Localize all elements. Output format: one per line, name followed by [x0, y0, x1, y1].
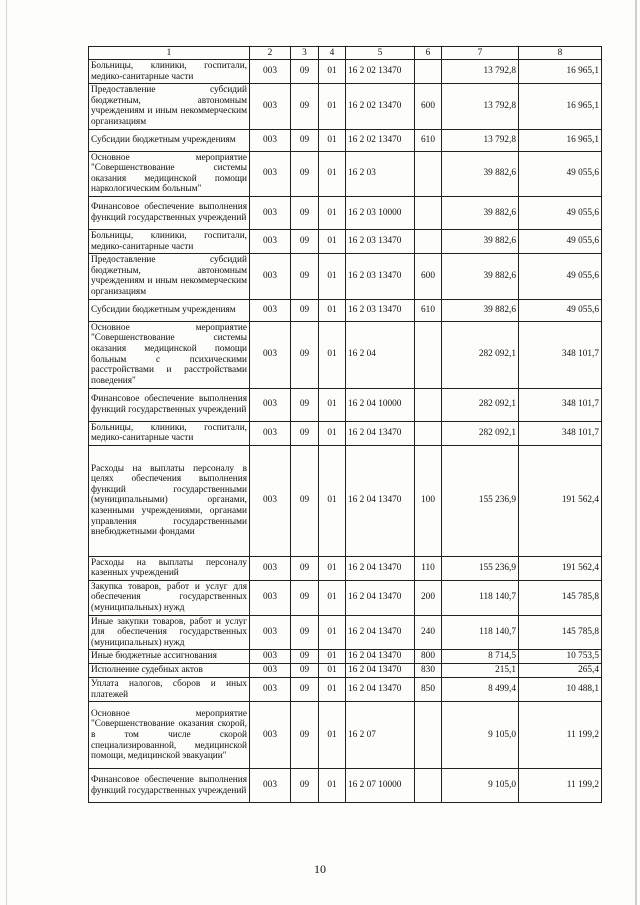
table-row	[89, 769, 602, 803]
row-target-article-cell: 16 2 04 10000	[346, 388, 415, 421]
row-section-cell: 09	[291, 299, 319, 321]
row-target-article-cell: 16 2 04 13470	[346, 445, 415, 556]
row-expense-type-cell	[415, 60, 442, 84]
row-code-cell: 003	[250, 664, 291, 678]
row-section-cell: 09	[291, 445, 319, 556]
row-expense-type-cell: 100	[415, 445, 442, 556]
row-section-cell: 09	[291, 388, 319, 421]
row-section-cell: 09	[291, 650, 319, 664]
row-amount-cell: 282 092,1	[442, 421, 519, 445]
row-expense-type-cell: 850	[415, 678, 442, 702]
row-amount-cell: 39 882,6	[442, 196, 519, 229]
row-target-article-cell: 16 2 04 13470	[346, 615, 415, 650]
table-row	[89, 421, 602, 445]
row-code-cell: 003	[250, 60, 291, 84]
row-amount-cell: 49 055,6	[519, 229, 602, 253]
row-amount-cell: 13 792,8	[442, 84, 519, 129]
row-subsection-cell: 01	[319, 650, 346, 664]
row-expense-type-cell	[415, 388, 442, 421]
table-row	[89, 556, 602, 580]
row-section-cell: 09	[291, 151, 319, 196]
column-header: 4	[319, 47, 346, 60]
row-name-cell: Финансовое обеспечение выполнения функций государственных учреждений	[89, 196, 250, 229]
row-amount-cell: 348 101,7	[519, 421, 602, 445]
row-section-cell: 09	[291, 664, 319, 678]
row-amount-cell: 11 199,2	[519, 702, 602, 769]
row-name-cell: Финансовое обеспечение выполнения функций государственных учреждений	[89, 769, 250, 803]
row-target-article-cell: 16 2 03	[346, 151, 415, 196]
row-code-cell: 003	[250, 229, 291, 253]
row-expense-type-cell: 200	[415, 580, 442, 615]
row-section-cell: 09	[291, 678, 319, 702]
row-target-article-cell: 16 2 03 13470	[346, 299, 415, 321]
row-subsection-cell: 01	[319, 129, 346, 151]
budget-table	[88, 46, 602, 803]
row-amount-cell: 118 140,7	[442, 615, 519, 650]
row-amount-cell: 13 792,8	[442, 129, 519, 151]
row-amount-cell: 9 105,0	[442, 702, 519, 769]
row-subsection-cell: 01	[319, 556, 346, 580]
column-header: 3	[291, 47, 319, 60]
row-amount-cell: 39 882,6	[442, 254, 519, 299]
row-amount-cell: 191 562,4	[519, 445, 602, 556]
row-amount-cell: 348 101,7	[519, 388, 602, 421]
row-code-cell: 003	[250, 388, 291, 421]
row-name-cell: Основное мероприятие "Совершенствование системы оказания медицинской помощи больным с психическими расстройствами и расстройствами поведения"	[89, 321, 250, 388]
row-amount-cell: 49 055,6	[519, 151, 602, 196]
row-name-cell: Иные закупки товаров, работ и услуг для обеспечения государственных (муниципальных) нужд	[89, 615, 250, 650]
row-subsection-cell: 01	[319, 580, 346, 615]
row-code-cell: 003	[250, 129, 291, 151]
column-header: 6	[415, 47, 442, 60]
row-target-article-cell: 16 2 02 13470	[346, 84, 415, 129]
row-amount-cell: 9 105,0	[442, 769, 519, 803]
table-row	[89, 615, 602, 650]
row-name-cell: Больницы, клиники, госпитали, медико-санитарные части	[89, 229, 250, 253]
row-target-article-cell: 16 2 04 13470	[346, 678, 415, 702]
row-amount-cell: 49 055,6	[519, 254, 602, 299]
row-amount-cell: 16 965,1	[519, 129, 602, 151]
row-name-cell: Расходы на выплаты персоналу казенных учреждений	[89, 556, 250, 580]
row-name-cell: Предоставление субсидий бюджетным, автономным учреждениям и иным некоммерческим организациям	[89, 254, 250, 299]
row-amount-cell: 145 785,8	[519, 615, 602, 650]
row-code-cell: 003	[250, 580, 291, 615]
row-target-article-cell: 16 2 04 13470	[346, 556, 415, 580]
row-name-cell: Предоставление субсидий бюджетным, автономным учреждениям и иным некоммерческим организациям	[89, 84, 250, 129]
row-target-article-cell: 16 2 03 13470	[346, 229, 415, 253]
row-section-cell: 09	[291, 196, 319, 229]
row-name-cell: Иные бюджетные ассигнования	[89, 650, 250, 664]
row-section-cell: 09	[291, 229, 319, 253]
row-amount-cell: 265,4	[519, 664, 602, 678]
row-target-article-cell: 16 2 07	[346, 702, 415, 769]
table-body	[89, 60, 602, 803]
row-amount-cell: 118 140,7	[442, 580, 519, 615]
row-expense-type-cell	[415, 702, 442, 769]
table-row	[89, 151, 602, 196]
scan-edge-left	[6, 0, 7, 905]
table-row	[89, 196, 602, 229]
row-expense-type-cell: 600	[415, 254, 442, 299]
row-amount-cell: 155 236,9	[442, 556, 519, 580]
row-section-cell: 09	[291, 60, 319, 84]
table-row	[89, 299, 602, 321]
row-target-article-cell: 16 2 04 13470	[346, 664, 415, 678]
table-row	[89, 321, 602, 388]
row-subsection-cell: 01	[319, 229, 346, 253]
row-subsection-cell: 01	[319, 664, 346, 678]
row-name-cell: Субсидии бюджетным учреждениям	[89, 129, 250, 151]
table-row	[89, 702, 602, 769]
row-amount-cell: 282 092,1	[442, 321, 519, 388]
row-code-cell: 003	[250, 615, 291, 650]
row-amount-cell: 39 882,6	[442, 229, 519, 253]
row-amount-cell: 16 965,1	[519, 84, 602, 129]
row-code-cell: 003	[250, 84, 291, 129]
row-expense-type-cell: 610	[415, 129, 442, 151]
row-amount-cell: 191 562,4	[519, 556, 602, 580]
row-name-cell: Больницы, клиники, госпитали, медико-санитарные части	[89, 60, 250, 84]
row-amount-cell: 8 499,4	[442, 678, 519, 702]
row-subsection-cell: 01	[319, 60, 346, 84]
row-subsection-cell: 01	[319, 678, 346, 702]
row-target-article-cell: 16 2 02 13470	[346, 129, 415, 151]
column-header: 7	[442, 47, 519, 60]
row-subsection-cell: 01	[319, 702, 346, 769]
row-target-article-cell: 16 2 04 13470	[346, 580, 415, 615]
table-row	[89, 229, 602, 253]
table-row	[89, 84, 602, 129]
row-target-article-cell: 16 2 02 13470	[346, 60, 415, 84]
row-target-article-cell: 16 2 04 13470	[346, 650, 415, 664]
row-amount-cell: 39 882,6	[442, 151, 519, 196]
row-amount-cell: 282 092,1	[442, 388, 519, 421]
row-expense-type-cell	[415, 229, 442, 253]
row-name-cell: Исполнение судебных актов	[89, 664, 250, 678]
table-row	[89, 650, 602, 664]
row-name-cell: Финансовое обеспечение выполнения функций государственных учреждений	[89, 388, 250, 421]
row-code-cell: 003	[250, 151, 291, 196]
column-header: 1	[89, 47, 250, 60]
row-target-article-cell: 16 2 04 13470	[346, 421, 415, 445]
row-code-cell: 003	[250, 445, 291, 556]
row-subsection-cell: 01	[319, 421, 346, 445]
row-expense-type-cell: 240	[415, 615, 442, 650]
row-name-cell: Больницы, клиники, госпитали, медико-санитарные части	[89, 421, 250, 445]
row-section-cell: 09	[291, 702, 319, 769]
column-header: 8	[519, 47, 602, 60]
row-expense-type-cell: 110	[415, 556, 442, 580]
row-code-cell: 003	[250, 299, 291, 321]
row-expense-type-cell	[415, 421, 442, 445]
row-name-cell: Закупка товаров, работ и услуг для обеспечения государственных (муниципальных) нужд	[89, 580, 250, 615]
row-amount-cell: 16 965,1	[519, 60, 602, 84]
scan-edge-right	[635, 0, 637, 905]
row-code-cell: 003	[250, 254, 291, 299]
row-subsection-cell: 01	[319, 196, 346, 229]
row-amount-cell: 11 199,2	[519, 769, 602, 803]
row-code-cell: 003	[250, 421, 291, 445]
row-expense-type-cell	[415, 151, 442, 196]
row-amount-cell: 10 488,1	[519, 678, 602, 702]
row-section-cell: 09	[291, 580, 319, 615]
row-subsection-cell: 01	[319, 84, 346, 129]
row-section-cell: 09	[291, 321, 319, 388]
row-code-cell: 003	[250, 650, 291, 664]
row-amount-cell: 8 714,5	[442, 650, 519, 664]
row-section-cell: 09	[291, 556, 319, 580]
table-row	[89, 129, 602, 151]
row-subsection-cell: 01	[319, 388, 346, 421]
row-amount-cell: 13 792,8	[442, 60, 519, 84]
row-subsection-cell: 01	[319, 321, 346, 388]
row-amount-cell: 145 785,8	[519, 580, 602, 615]
row-subsection-cell: 01	[319, 151, 346, 196]
row-amount-cell: 49 055,6	[519, 299, 602, 321]
row-target-article-cell: 16 2 07 10000	[346, 769, 415, 803]
row-target-article-cell: 16 2 03 13470	[346, 254, 415, 299]
table-row	[89, 388, 602, 421]
row-code-cell: 003	[250, 678, 291, 702]
row-expense-type-cell	[415, 321, 442, 388]
row-target-article-cell: 16 2 03 10000	[346, 196, 415, 229]
row-target-article-cell: 16 2 04	[346, 321, 415, 388]
row-code-cell: 003	[250, 769, 291, 803]
row-expense-type-cell: 800	[415, 650, 442, 664]
row-expense-type-cell: 600	[415, 84, 442, 129]
row-name-cell: Субсидии бюджетным учреждениям	[89, 299, 250, 321]
row-amount-cell: 215,1	[442, 664, 519, 678]
row-amount-cell: 348 101,7	[519, 321, 602, 388]
row-subsection-cell: 01	[319, 445, 346, 556]
row-subsection-cell: 01	[319, 299, 346, 321]
row-name-cell: Уплата налогов, сборов и иных платежей	[89, 678, 250, 702]
row-code-cell: 003	[250, 702, 291, 769]
column-header: 5	[346, 47, 415, 60]
row-expense-type-cell: 830	[415, 664, 442, 678]
table-row	[89, 445, 602, 556]
table-row	[89, 254, 602, 299]
row-expense-type-cell: 610	[415, 299, 442, 321]
row-amount-cell: 10 753,5	[519, 650, 602, 664]
row-section-cell: 09	[291, 615, 319, 650]
table-row	[89, 678, 602, 702]
row-code-cell: 003	[250, 321, 291, 388]
row-name-cell: Расходы на выплаты персоналу в целях обеспечения выполнения функций государственными (муниципальными) органами, казенными учреждениями, органами управления государственными внебюджетными фондами	[89, 445, 250, 556]
row-amount-cell: 49 055,6	[519, 196, 602, 229]
column-header: 2	[250, 47, 291, 60]
row-subsection-cell: 01	[319, 769, 346, 803]
table-row	[89, 60, 602, 84]
table-header-row	[89, 47, 602, 60]
page-number: 10	[314, 862, 326, 876]
row-section-cell: 09	[291, 254, 319, 299]
row-section-cell: 09	[291, 421, 319, 445]
row-amount-cell: 155 236,9	[442, 445, 519, 556]
table-row	[89, 664, 602, 678]
row-name-cell: Основное мероприятие "Совершенствование оказания скорой, в том числе скорой специализированной, медицинской помощи, медицинской эвакуации"	[89, 702, 250, 769]
table-row	[89, 580, 602, 615]
row-name-cell: Основное мероприятие "Совершенствование системы оказания медицинской помощи наркологическим больным"	[89, 151, 250, 196]
row-subsection-cell: 01	[319, 254, 346, 299]
row-section-cell: 09	[291, 129, 319, 151]
row-expense-type-cell	[415, 196, 442, 229]
row-section-cell: 09	[291, 84, 319, 129]
row-code-cell: 003	[250, 556, 291, 580]
row-section-cell: 09	[291, 769, 319, 803]
row-code-cell: 003	[250, 196, 291, 229]
row-subsection-cell: 01	[319, 615, 346, 650]
row-amount-cell: 39 882,6	[442, 299, 519, 321]
row-expense-type-cell	[415, 769, 442, 803]
